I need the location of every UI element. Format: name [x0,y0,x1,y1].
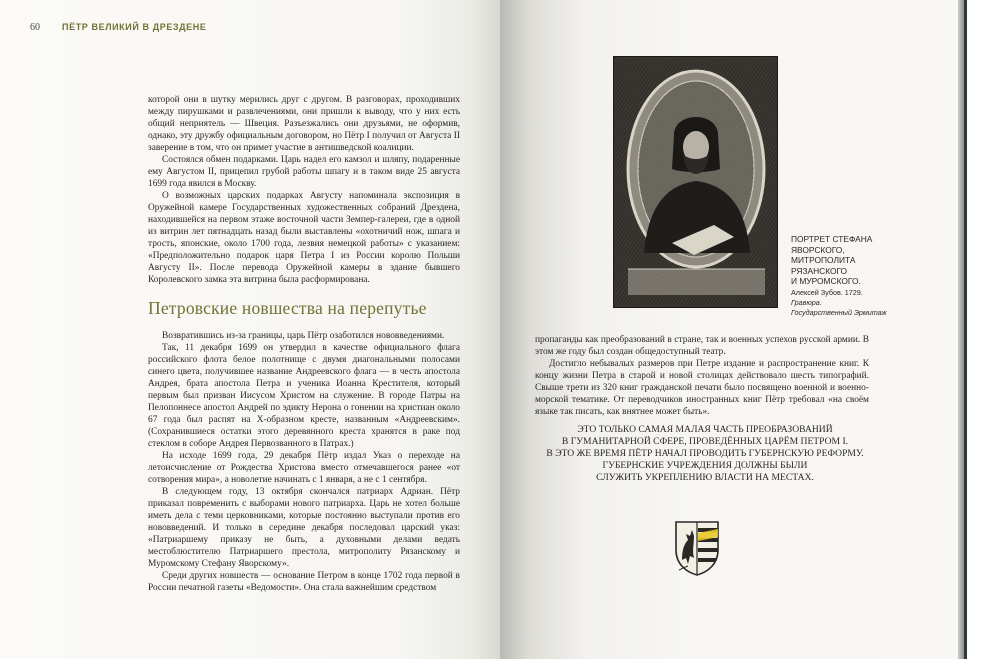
running-head: ПЁТР ВЕЛИКИЙ В ДРЕЗДЕНЕ [62,22,207,32]
dresden-coat-of-arms-icon [674,520,720,576]
paragraph: которой они в шутку мерились друг с другом. В разговорах, проходивших между пирушками и развлечениями, они пришли к выводу, что у них есть общий неприятель — Швеция. Разъезжались они друзьями, не оформив, однако, эту дружбу официальным договором, но Пётр I получил от Августа II заверение в том, что он примет участие в антишведской коалиции. [148,95,460,153]
pull-quote-line: ЭТО ТОЛЬКО САМАЯ МАЛАЯ ЧАСТЬ ПРЕОБРАЗОВАНИЙ [577,424,833,435]
background [967,0,1000,659]
caption-title-line: РЯЗАНСКОГО [791,265,848,276]
body-text-bottom [148,330,460,594]
paragraph: Достигло небывалых размеров при Петре издание и распространение книг. К концу жизни Петра в старой и новой столицах действовало шесть типографий. Свыше трети из 320 книг гражданской печати было посвящено военной и военно-морской тематике. От переводчиков иностранных книг Пётр требовал «на своём языке так писать, как внятнее может быть». [535,359,869,417]
pull-quote [545,424,865,484]
paragraph: Возвратившись из-за границы, царь Пётр озаботился нововведениями. [162,331,445,341]
paragraph: На исходе 1699 года, 29 декабря Пётр издал Указ о переходе на летоисчисление от Рождества Христова вместо отмечавшегося ранее «от сотворения мира», а новолетие начинать с 1 января, а не с 1 сентября. [148,451,460,485]
caption-technique: Гравюра. [791,297,822,307]
caption-collection: Государственный Эрмитаж [791,307,887,317]
caption-title-line: МИТРОПОЛИТА [791,255,856,265]
engraved-portrait-image [613,56,778,308]
body-text-right [535,334,869,418]
page-number: 60 [30,22,40,33]
pull-quote-line: В ГУМАНИТАРНОЙ СФЕРЕ, ПРОВЕДЁННЫХ ЦАРЁМ ПЕТРОМ I. [561,436,849,447]
section-heading: Петровские новшества на перепутье [148,298,427,318]
paragraph: Так, 11 декабря 1699 он утвердил в качестве официального флага российского флота белое полотнище с двумя диагональными полосами синего цвета, получившее название Андреевского флага — в честь апостола Андрея, брата апостола Петра и ученика Иоанна Крестителя, который первым был призван Иисусом Христом на служение. В городе Патры на Пелопоннесе апостол Андрей по эдикту Нерона о гонении на христиан около 67 года был распят на Х-образном кресте, названным «Андреевским». (Сохранившиеся остатки этого деревянного креста хранятся в раке под стеклом в соборе Андрея Первозванного в Патрах.) [148,343,460,449]
caption-title-line: И МУРОМСКОГО. [791,276,861,286]
crest-shield-drawing [674,520,720,576]
paragraph: Состоялся обмен подарками. Царь надел его камзол и шляпу, подаренные ему Августом II, прицепил грубой работы шпагу и в таком виде 25 августа 1699 года явился в Москву. [148,155,460,189]
caption-title-line: ЯВОРСКОГО, [791,244,845,255]
pull-quote-line: ГУБЕРНСКИЕ УЧРЕЖДЕНИЯ ДОЛЖНЫ БЫЛИ [602,460,808,471]
caption-title-line: ПОРТРЕТ СТЕФАНА [791,234,873,244]
paragraph: В следующем году, 13 октября скончался патриарх Адриан. Пётр приказал повременить с выборами нового патриарха. Царь не хотел больше иметь дела с теми церковниками, которые постоянно выступали против его нововведений. И только в середине декабря последовал царский указ: «Патриаршему приказу не быть, а духовными делами ведать местоблюстителю Патриаршего престола, митрополиту Рязанскому и Муромскому Стефану Яворскому». [148,487,460,569]
caption-author-date: Алексей Зубов. 1729. [791,287,863,297]
portrait-caption [791,234,901,318]
paragraph: О возможных царских подарках Августу напоминала экспозиция в Оружейной камере Государственных художественных собраний Дрездена, находившейся на первом этаже восточной части Земпер-галереи, где в одной из витрин лет пятнадцать назад были выставлены «охотничий нож, шпага и трость, японские, около 1700 года, лезвия немецкой работы» с указанием: «Предположительно подарок царя Петра I из России королю Польши Августу II». После перевода Оружейной камеры в здание бывшего Королевского замка эта витрина была расформирована. [148,191,460,285]
pull-quote-line: СЛУЖИТЬ УКРЕПЛЕНИЮ ВЛАСТИ НА МЕСТАХ. [596,472,814,483]
portrait-engraving-drawing [614,57,778,308]
body-text-top [148,94,460,286]
pull-quote-line: В ЭТО ЖЕ ВРЕМЯ ПЁТР НАЧАЛ ПРОВОДИТЬ ГУБЕРНСКУЮ РЕФОРМУ. [546,448,864,459]
paragraph: Среди других новшеств — основание Петром в конце 1702 года первой в России печатной газеты «Ведомости». Она стала важнейшим средством [148,571,460,593]
paragraph: пропаганды как преобразований в стране, так и военных успехов русской армии. В этом же году был создан общедоступный театр. [535,335,869,357]
